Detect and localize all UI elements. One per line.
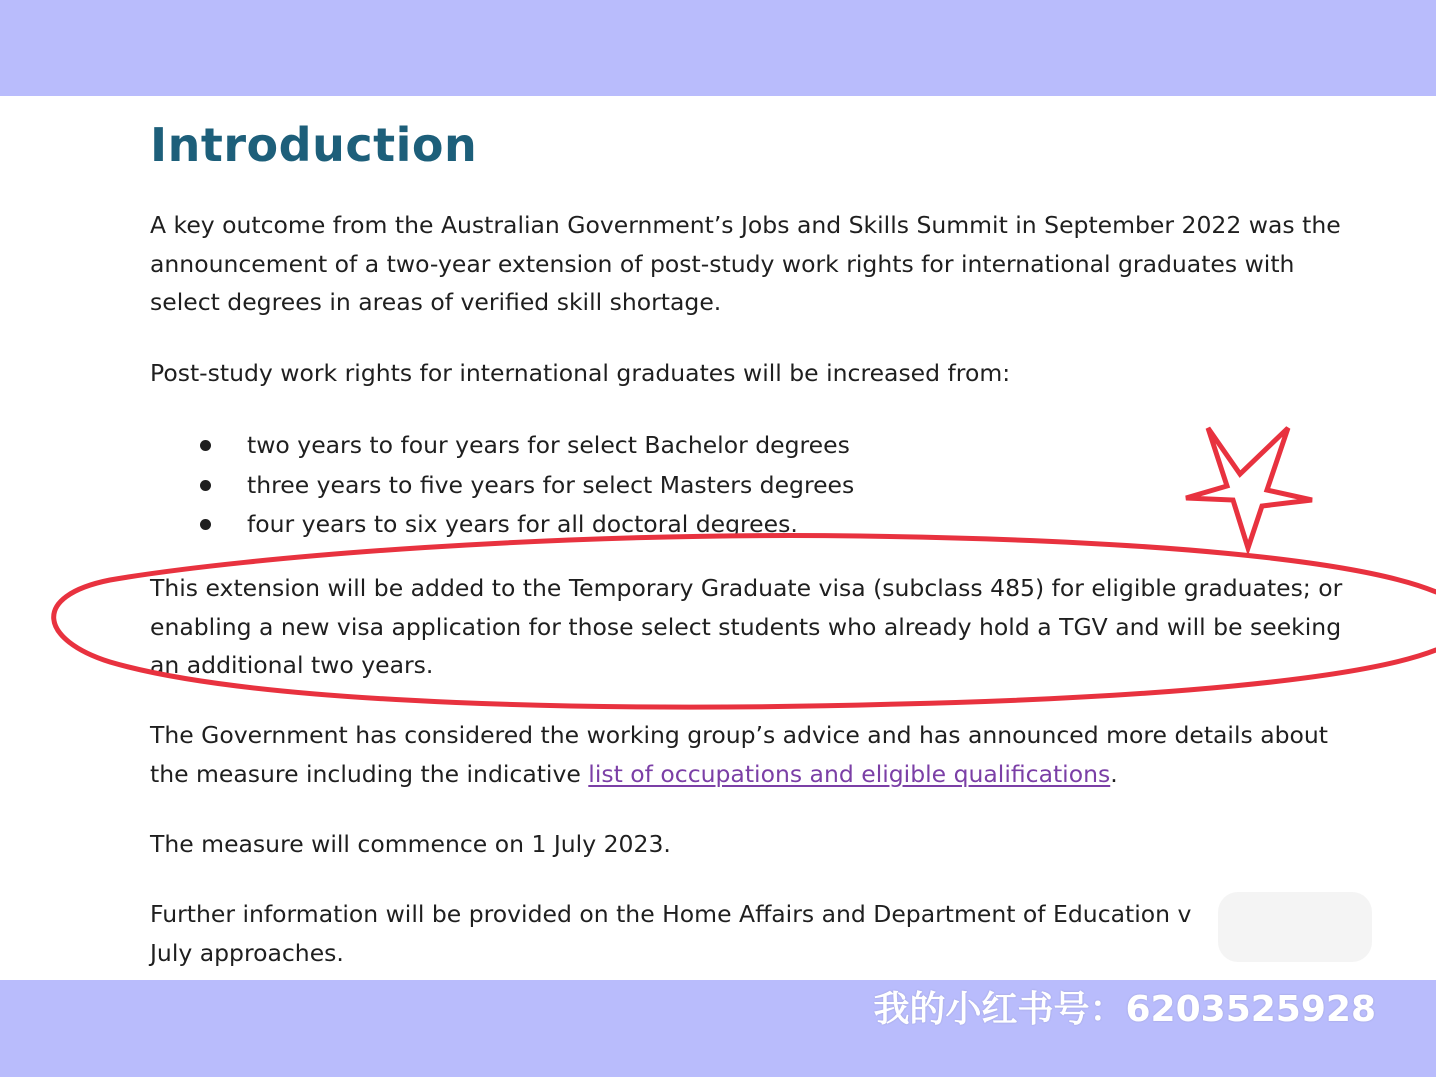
list-item (150, 466, 854, 506)
government-paragraph (150, 716, 1328, 793)
text-line: A key outcome from the Australian Government’s Jobs and Skills Summit in September 2022 was the (150, 211, 1341, 239)
text-line: Further information will be provided on the Home Affairs and Department of Education v (150, 900, 1192, 928)
list-item-text: four years to six years for all doctoral degrees. (247, 510, 798, 538)
text-line: July approaches. (150, 938, 344, 967)
text-line (150, 755, 1328, 794)
increase-list (150, 426, 854, 545)
blurred-watermark-badge (1218, 892, 1372, 962)
occupations-list-link[interactable]: list of occupations and eligible qualifications (588, 759, 1111, 788)
text-line: enabling a new visa application for those select students who already hold a TGV and will be seeking (150, 612, 1342, 641)
text-line: announcement of a two-year extension of post-study work rights for international graduates with (150, 249, 1295, 278)
commence-paragraph: The measure will commence on 1 July 2023. (150, 830, 671, 858)
text-fragment: . (1110, 759, 1118, 788)
page-title: Introduction (150, 118, 478, 172)
intro-paragraph (150, 206, 1341, 322)
bullet-icon (200, 519, 211, 530)
text-line: select degrees in areas of verified skill shortage. (150, 288, 722, 316)
increase-intro-paragraph: Post-study work rights for international graduates will be increased from: (150, 359, 1011, 387)
text-line: This extension will be added to the Temporary Graduate visa (subclass 485) for eligible graduates; or (150, 574, 1343, 602)
top-band (0, 0, 1436, 96)
list-item-text: two years to four years for select Bachelor degrees (247, 431, 850, 459)
bullet-icon (200, 480, 211, 491)
text-line: an additional two years. (150, 651, 434, 679)
list-item (150, 426, 854, 466)
further-info-paragraph (150, 895, 1191, 972)
list-item (150, 505, 854, 545)
extension-paragraph (150, 569, 1342, 685)
watermark-text: 我的小红书号：6203525928 (873, 989, 1376, 1030)
list-item-text: three years to five years for select Masters degrees (247, 470, 855, 499)
text-fragment: the measure including the indicative (150, 759, 589, 788)
bullet-icon (200, 440, 211, 451)
text-line: The Government has considered the working group’s advice and has announced more details about (150, 721, 1329, 749)
